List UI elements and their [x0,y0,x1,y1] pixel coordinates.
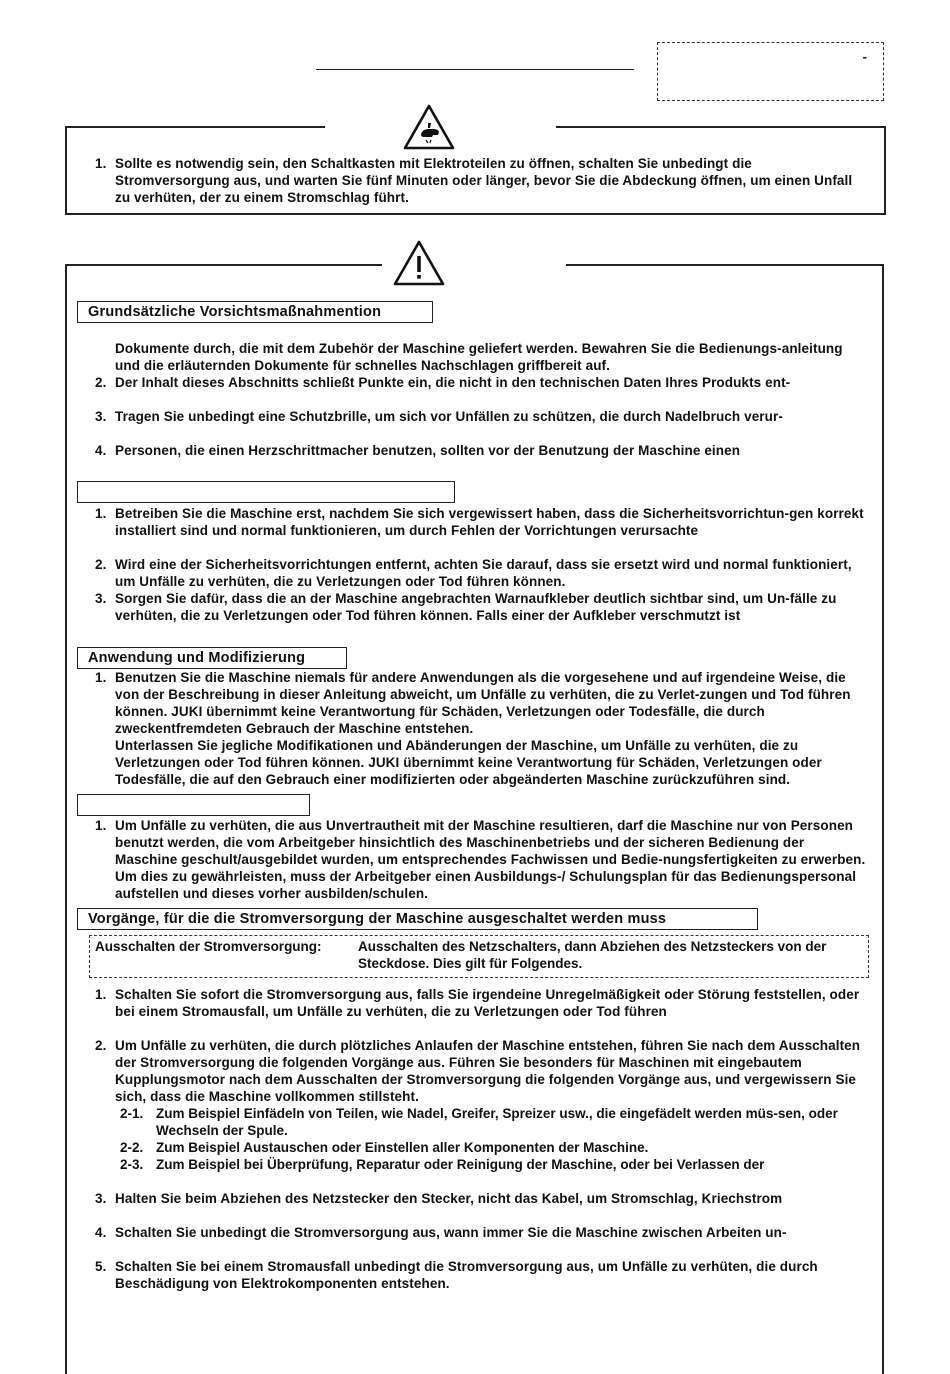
safety-item-1: 1. Betreiben Sie die Maschine erst, nachdem Sie sich vergewissert haben, dass die Sicherheitsvorrichtun-gen korrekt installiert sind und normal funktionieren, um durch Fehlen der Vorrichtungen verursachte [95,506,864,538]
section-title-basic-precautions: Grundsätzliche Vorsichtsmaßnahmention [77,301,433,323]
power-off-subitem-2-3: 2-3. Zum Beispiel bei Überprüfung, Reparatur oder Reinigung der Maschine, oder bei Verlassen der [120,1157,765,1172]
title-underline [316,69,634,70]
power-off-item-5: 5. Schalten Sie bei einem Stromausfall unbedingt die Stromversorgung aus, um Unfälle zu verhüten, die durch Beschädigung von Elektrokomponenten entstehen. [95,1259,818,1291]
section-title-power-off: Vorgänge, für die die Stromversorgung der Maschine ausgeschaltet werden muss [77,908,758,930]
section-title-application: Anwendung und Modifizierung [77,647,347,669]
caution-exclamation-icon [392,239,446,287]
safety-item-3: 3. Sorgen Sie dafür, dass die an der Maschine angebrachten Warnaufkleber deutlich sichtbar sind, um Un-fälle zu verhüten, die zu Verletzungen oder Tod führen können. Falls einer der Aufkleber verschmutzt ist [95,591,837,623]
training-item-1: 1. Um Unfälle zu verhüten, die aus Unvertrautheit mit der Maschine resultieren, darf die Maschine nur von Personen benutzt werden, die vom Arbeitgeber hinsichtlich des Maschinenbetriebs und der sicheren Bedienung der Maschine geschult/ausgebildet wurden, um entsprechendes Fachwissen und Bedie-nungsfertigkeiten zu erwerben. Um dies zu gewährleisten, muss der Arbeitgeber einen Ausbildungs-/ Schulungsplan für das Bedienungspersonal aufstellen und dieses vorher ausbilden/schulen. [95,818,866,901]
section-title-training [77,794,310,816]
power-off-subitem-2-1: 2-1. Zum Beispiel Einfädeln von Teilen, wie Nadel, Greifer, Spreizer usw., die eingefädelt werden müs-sen, oder Wechseln der Spule. [120,1106,838,1138]
power-off-item-3: 3. Halten Sie beim Abziehen des Netzstecker den Stecker, nicht das Kabel, um Stromschlag, Kriechstrom [95,1191,783,1206]
application-item-1: 1. Benutzen Sie die Maschine niemals für andere Anwendungen als die vorgesehene und auf irgendeine Weise, die von der Beschreibung in dieser Anleitung abweicht, um Unfälle zu verhüten, die zu Verlet-zungen und Tod führen können. JUKI übernimmt keine Verantwortung für Schäden, Verletzungen oder Todesfälle, die durch zweckentfremdeten Gebrauch der Maschine entstehen. Unterlassen Sie jegliche Modifikationen und Abänderungen der Maschine, um Unfälle zu verhüten, die zu Verletzungen oder Tod führen können. JUKI übernimmt keine Verantwortung für Schäden, Verletzungen oder Todesfälle, die auf den Gebrauch einer modifizierten oder abgeänderten Maschine zurückzuführen sind. [95,670,851,787]
power-off-subitem-2-2: 2-2. Zum Beispiel Austauschen oder Einstellen aller Komponenten der Maschine. [120,1140,649,1155]
dash-mark: - [862,49,867,64]
basic-item-4: 4. Personen, die einen Herzschrittmacher benutzen, sollten vor der Benutzung der Maschine einen [95,443,741,458]
basic-intro: Dokumente durch, die mit dem Zubehör der Maschine geliefert werden. Bewahren Sie die Bedienungs-anleitung und die erläuternden Dokumente für schnelles Nachschlagen griffbereit auf. [115,341,843,373]
power-off-item-1: 1. Schalten Sie sofort die Stromversorgung aus, falls Sie irgendeine Unregelmäßigkeit oder Störung feststellen, oder bei einem Stromausfall, um Unfälle zu verhüten, die zu Verletzungen oder Tod führen [95,987,860,1019]
basic-item-3: 3. Tragen Sie unbedingt eine Schutzbrille, um sich vor Unfällen zu schützen, die durch Nadelbruch verur- [95,409,783,424]
power-off-item-4: 4. Schalten Sie unbedingt die Stromversorgung aus, wann immer Sie die Maschine zwischen Arbeiten un- [95,1225,787,1240]
basic-item-2: 2. Der Inhalt dieses Abschnitts schließt Punkte ein, die nicht in den technischen Daten Ihres Produkts ent- [95,375,791,390]
electric-shock-warning-icon [402,103,456,151]
power-off-definition-text: Ausschalten des Netzschalters, dann Abziehen des Netzsteckers von der Steckdose. Dies gilt für Folgendes. [358,939,827,971]
power-off-definition-label: Ausschalten der Stromversorgung: [95,939,322,954]
section-title-safety-devices [77,481,455,503]
safety-item-2: 2. Wird eine der Sicherheitsvorrichtungen entfernt, achten Sie darauf, dass sie ersetzt wird und normal funktioniert, um Unfälle zu verhüten, die zu Verletzungen oder Tod führen können. [95,557,852,589]
reference-dashed-box [657,42,884,101]
danger-item-1: 1. Sollte es notwendig sein, den Schaltkasten mit Elektroteilen zu öffnen, schalten Sie unbedingt die Stromversorgung aus, und warten Sie fünf Minuten oder länger, bevor Sie die Abdeckung öffnen, um einen Unfall zu verhüten, der zu einem Stromschlag führt. [95,156,853,205]
power-off-item-2: 2. Um Unfälle zu verhüten, die durch plötzliches Anlaufen der Maschine entstehen, führen Sie nach dem Ausschalten der Stromversorgung die folgenden Vorgänge aus. Führen Sie besonders für Maschinen mit eingebautem Kupplungsmotor nach dem Ausschalten der Stromversorgung die folgenden Vorgänge aus, und vergewissern Sie sich, dass die Maschine vollkommen stillsteht. [95,1038,861,1104]
